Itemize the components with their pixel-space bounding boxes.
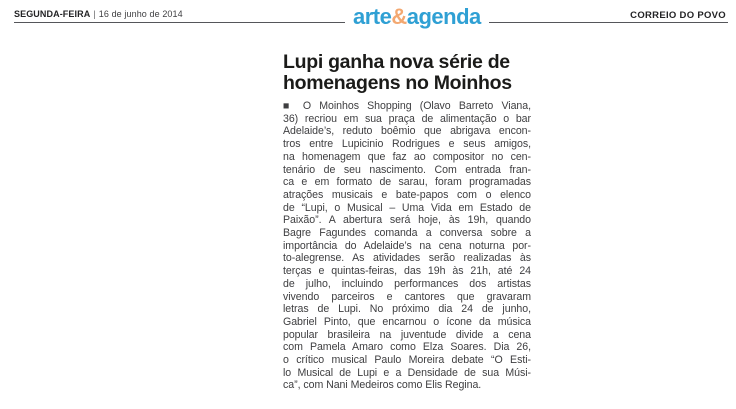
section-title-ampersand: &: [391, 4, 407, 29]
newspaper-name: CORREIO DO POVO: [630, 10, 726, 21]
body-text-line: vivendo parceiros e cantores que gravaram: [283, 290, 531, 303]
body-text-line: na homenagem que faz ao compositor no cen-: [283, 150, 531, 163]
body-text-line: popular brasileira na juventude divide a cena: [283, 328, 531, 341]
body-text-line: tros entre Lupicinio Rodrigues e seus amigos,: [283, 138, 531, 151]
article-headline: [283, 52, 531, 94]
body-text-line: lo Musical de Lupi e a Densidade de sua Músi-: [283, 366, 531, 379]
section-title-part1: arte: [353, 4, 392, 29]
section-title: [345, 3, 489, 31]
section-title-part2: agenda: [406, 4, 481, 29]
weekday-label: SEGUNDA-FEIRA: [14, 9, 91, 19]
body-text-line: terças e quintas-feiras, das 19h às 21h, até 24: [283, 265, 531, 278]
body-text-line: de “Lupi, o Musical – Uma Vida em Estado de: [283, 201, 531, 214]
date-label: 16 de junho de 2014: [98, 9, 183, 19]
article-body: [283, 100, 531, 392]
body-text-line: tenário de seu nascimento. Com entrada fran-: [283, 163, 531, 176]
body-text-line: letras de Lupi. No próximo dia 24 de junho,: [283, 303, 531, 316]
body-text-line: importância do Adelaide’s na cena noturna por-: [283, 239, 531, 252]
body-text-line: ca e em formato de sarau, foram programadas: [283, 176, 531, 189]
body-text-line: ca”, com Nani Medeiros como Elis Regina.: [283, 379, 482, 392]
body-text-line: Paixão”. A abertura será hoje, às 19h, quando: [283, 214, 531, 227]
body-text-line: Adelaide’s, reduto boêmio que abrigava encon-: [283, 125, 531, 138]
date-separator: |: [93, 9, 96, 19]
body-text-line: o crítico musical Paulo Moreira debate “O Esti-: [283, 354, 531, 367]
body-text-line: 36) recriou em sua praça de alimentação o bar: [283, 112, 531, 125]
article: [283, 52, 531, 392]
body-text-line: Bagre Fagundes comanda a conversa sobre a: [283, 227, 531, 240]
body-text-line: de julho, incluindo performances dos artistas: [283, 277, 531, 290]
body-text-line: Gabriel Pinto, que encarnou o ícone da música: [283, 315, 531, 328]
body-text-line: com Pamela Amaro como Elza Soares. Dia 26,: [283, 341, 531, 354]
body-text-line: to-alegrense. As atividades serão realizadas às: [283, 252, 531, 265]
body-text-line: ■ O Moinhos Shopping (Olavo Barreto Viana,: [283, 100, 531, 112]
headline-line-1: Lupi ganha nova série de: [283, 51, 510, 73]
body-text-line: atrações musicais e bate-papos com o elenco: [283, 188, 531, 201]
headline-line-2: homenagens no Moinhos: [283, 72, 512, 94]
masthead-date: [14, 9, 183, 19]
